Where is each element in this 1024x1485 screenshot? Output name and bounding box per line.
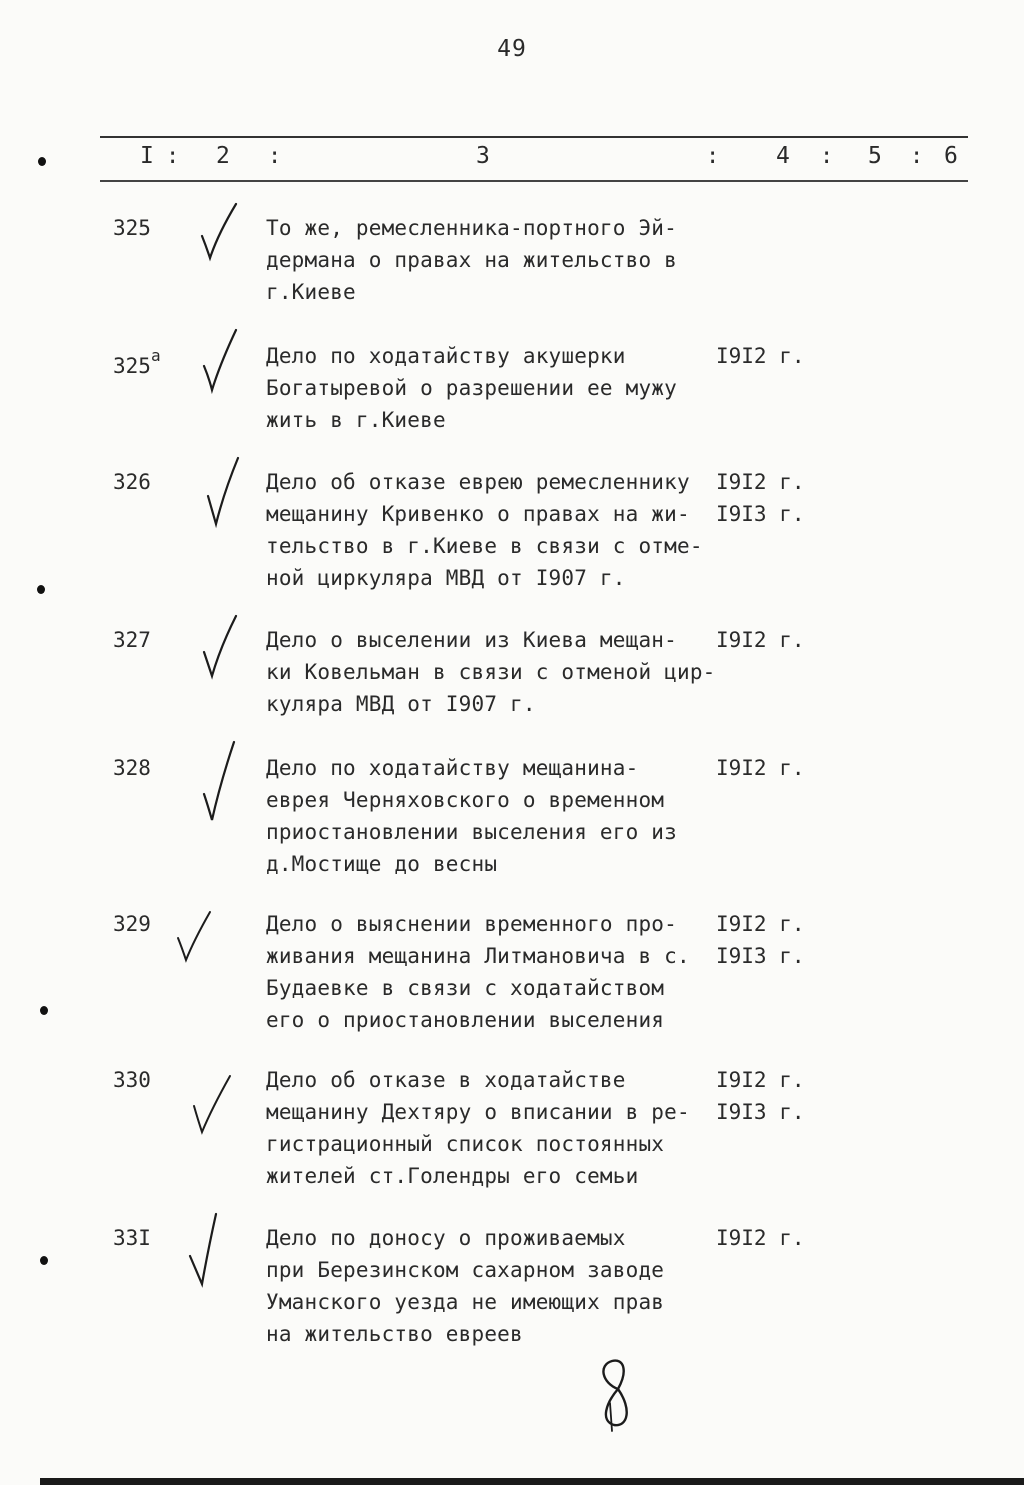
entry-date: I9I2 г. [716,1068,805,1092]
entry-number: 326 [113,470,151,494]
entry-number: 33I [113,1226,151,1250]
checkmark-icon [198,612,244,684]
description-line: Дело по доносу о проживаемых [266,1226,626,1250]
page-number: 49 [497,36,527,62]
checkmark-icon [198,740,244,830]
description-line: Богатыревой о разрешении ее мужу [266,376,677,400]
description-line: Уманского уезда не имеющих прав [266,1290,665,1314]
entry-date: I9I2 г. [716,1226,805,1250]
header-col-2: 2 [216,143,230,169]
description-line: мещанину Кривенко о правах на жи- [266,502,690,526]
margin-dot [37,585,45,594]
header-col-1: I [140,143,154,169]
description-line: г.Киеве [266,280,356,304]
header-separator: : [268,144,282,169]
handwritten-sheet-number [588,1355,644,1435]
entry-description [266,466,726,594]
entry-dates [716,466,805,530]
margin-dot [40,1256,48,1265]
header-separator: : [706,144,720,169]
description-line: тельство в г.Киеве в связи с отме- [266,534,703,558]
description-line: еврея Черняховского о временном [266,788,665,812]
description-line: Дело о выселении из Киева мещан- [266,628,677,652]
header-separator: : [166,144,180,169]
entry-dates [716,908,805,972]
entry-date: I9I2 г. [716,756,805,780]
entry-number: $325^а$ [113,346,161,378]
checkmark-icon [200,454,246,534]
description-line: приостановлении выселения его из [266,820,677,844]
entry-number: 328 [113,756,151,780]
entry-description [266,340,726,436]
header-col-3: 3 [476,143,490,169]
entry-date: I9I2 г. [716,628,805,652]
entry-date: I9I2 г. [716,470,805,494]
entry-description [266,1222,726,1350]
entry-dates [716,1064,805,1128]
description-line: гистрационный список постоянных [266,1132,665,1156]
table-header-rule [100,180,968,182]
description-line: Дело по ходатайству акушерки [266,344,626,368]
checkmark-icon [186,1052,236,1142]
description-line: при Березинском сахарном заводе [266,1258,665,1282]
entry-description [266,908,726,1036]
description-line: ки Ковельман в связи с отменой цир- [266,660,716,684]
description-line: ной циркуляра МВД от I907 г. [266,566,626,590]
header-col-6: 6 [944,143,958,169]
entry-date: I9I3 г. [716,502,805,526]
entry-number: 325 [113,216,151,240]
margin-dot [40,1006,48,1015]
checkmark-icon [198,328,244,398]
entry-date: I9I2 г. [716,912,805,936]
entry-description [266,624,726,720]
description-line: Дело об отказе еврею ремесленнику [266,470,690,494]
checkmark-icon [196,200,242,266]
entry-date: I9I3 г. [716,944,805,968]
checkmark-icon [184,1210,230,1296]
description-line: Дело об отказе в ходатайстве [266,1068,626,1092]
entry-dates [716,340,805,372]
description-line: живания мещанина Литмановича в с. [266,944,690,968]
description-line: мещанину Дехтяру о вписании в ре- [266,1100,690,1124]
description-line: его о приостановлении выселения [266,1008,665,1032]
description-line: д.Мостище до весны [266,852,498,876]
entry-dates [716,624,805,656]
page-bottom-edge [40,1478,1024,1485]
table-top-rule [100,136,968,138]
entry-number: 330 [113,1068,151,1092]
header-col-4: 4 [776,143,790,169]
description-line: Будаевке в связи с ходатайством [266,976,665,1000]
margin-dot [38,157,46,166]
header-separator: : [910,144,924,169]
entry-description [266,1064,726,1192]
header-col-5: 5 [868,143,882,169]
header-separator: : [820,144,834,169]
description-line: То же, ремесленника-портного Эй- [266,216,677,240]
description-line: Дело по ходатайству мещанина- [266,756,639,780]
entry-number-suffix: а [150,346,161,365]
description-line: дермана о правах на жительство в [266,248,677,272]
description-line: куляра МВД от I907 г. [266,692,536,716]
description-line: жить в г.Киеве [266,408,446,432]
entry-date: I9I3 г. [716,1100,805,1124]
checkmark-icon [172,896,218,966]
entry-date: I9I2 г. [716,344,805,368]
entry-description [266,212,726,308]
description-line: жителей ст.Голендры его семьи [266,1164,639,1188]
description-line: на жительство евреев [266,1322,523,1346]
description-line: Дело о выяснении временного про- [266,912,677,936]
entry-description [266,752,726,880]
entry-number: 327 [113,628,151,652]
entry-dates [716,752,805,784]
entry-number: 329 [113,912,151,936]
entry-dates [716,1222,805,1254]
